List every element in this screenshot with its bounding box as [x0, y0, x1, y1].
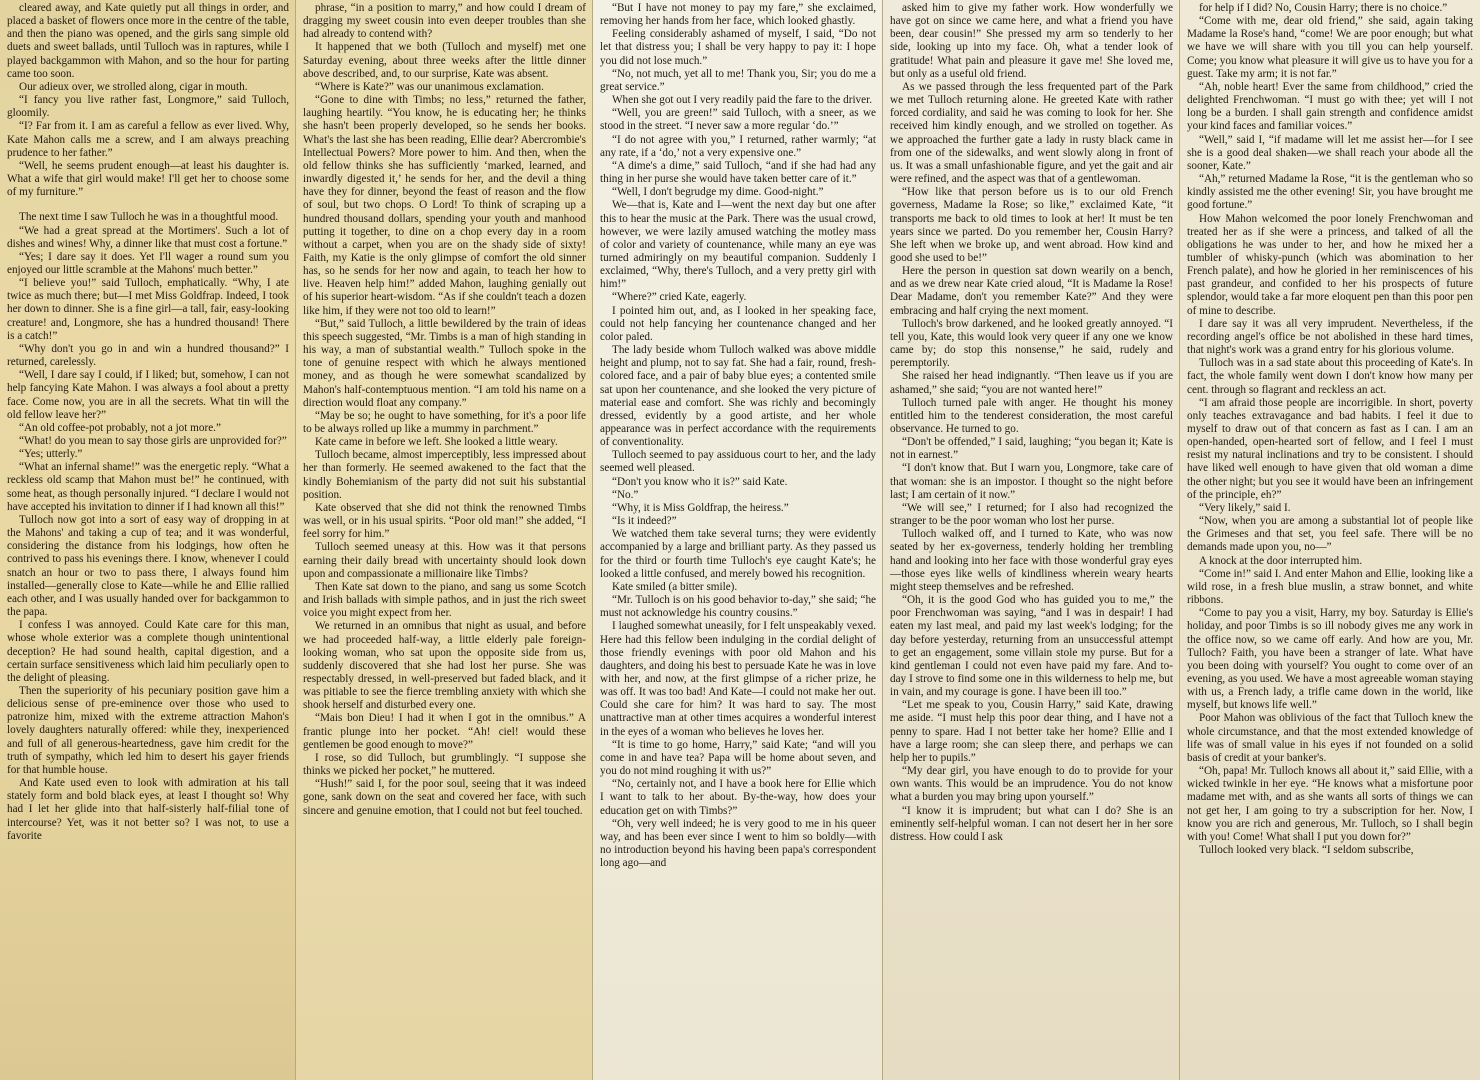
- paragraph: “Don't you know who it is?” said Kate.: [612, 475, 788, 488]
- paragraph: Tulloch seemed to pay assiduous court to her, and the lady seemed well pleased.: [600, 449, 876, 475]
- paragraph: “How like that person before us is to our old French governess, Madame la Rose; so like,” exclaimed Kate, “it transports me back to old times to look at her! It must be ten years since we parted. Do you remember her, Cousin Harry? She left when we broke up, and went abroad. How kind and good she used to be!”: [890, 186, 1173, 264]
- paragraph: “I? Far from it. I am as careful a fellow as ever lived. Why, Kate Mahon calls me a screw, and I am always preaching prudence to her father.”: [7, 120, 289, 159]
- paragraph: for help if I did? No, Cousin Harry; there is no choice.”: [1199, 2, 1448, 14]
- paragraph: cleared away, and Kate quietly put all things in order, and placed a basket of flowers once more in the centre of the table, and then the piano was opened, and the girls sang simple old duets and sweet ballads, until Tulloch was in raptures, while I played backgammon with Mahon, and so the hour for parting came too soon.: [7, 2, 289, 80]
- paragraph: Tulloch walked off, and I turned to Kate, who was now seated by her ex-governess, tenderly holding her trembling hand and looking into her face with those wonderful gray eyes—those eyes like wells of kindliness wherein weary hearts might steep themselves and be refreshed.: [890, 528, 1173, 593]
- paragraph: I pointed him out, and, as I looked in her speaking face, could not help fancying her countenance changed and her color paled.: [600, 304, 876, 343]
- paragraph: It happened that we both (Tulloch and myself) met one Saturday evening, about three weeks after the little dinner above described, and, to our surprise, Kate was absent.: [303, 41, 586, 80]
- column-rule: [592, 0, 593, 1080]
- paragraph: “Where is Kate?” was our unanimous exclamation.: [315, 80, 544, 93]
- paragraph: Feeling considerably ashamed of myself, I said, “Do not let that distress you; I shall be very happy to pay it: I hope you did not lose much.”: [600, 28, 876, 67]
- paragraph: Here the person in question sat down wearily on a bench, and as we drew near Kate cried aloud, “It is Madame la Rose! Dear Madame, don't you remember Kate?” And they were embracing and half crying the next moment.: [890, 265, 1173, 317]
- paragraph: “Oh, papa! Mr. Tulloch knows all about it,” said Ellie, with a wicked twinkle in her eye. “He knows what a misfortune poor madame met with, and as she wants all sorts of things we can not get her, I am going to try a subscription for her. Now, I know you are rich and generous, Mr. Tulloch, so I shall begin with you! Come! What shall I put you down for?”: [1187, 765, 1473, 843]
- paragraph: Kate observed that she did not think the renowned Timbs was well, or in his usual spirits. “Poor old man!” she added, “I feel sorry for him.”: [303, 501, 586, 541]
- paragraph: “Ah, noble heart! Ever the same from childhood,” cried the delighted Frenchwoman. “I must go with thee; yet will I not long be a burden. I shall gain strength and confidence amidst your kind faces and familiar voices.”: [1187, 80, 1473, 133]
- paragraph: “An old coffee-pot probably, not a jot more.”: [19, 421, 221, 434]
- paragraph: I dare say it was all very imprudent. Nevertheless, if the recording angel's office be not abolished in these hard times, that night's work was a grand entry for his glorious volume.: [1187, 317, 1473, 357]
- paragraph: “Mr. Tulloch is on his good behavior to-day,” she said; “he must not acknowledge his country cousins.”: [600, 594, 876, 620]
- paragraph: “Yes; utterly.”: [19, 448, 83, 461]
- paragraph: “Where?” cried Kate, eagerly.: [612, 291, 747, 304]
- paragraph: Tulloch seemed uneasy at this. How was it that persons earning their daily bread with uncertainty should look down upon and compassionate a millionaire like Timbs?: [303, 541, 586, 580]
- paragraph: “Don't be offended,” I said, laughing; “you began it; Kate is not in earnest.”: [890, 436, 1173, 462]
- paragraph: asked him to give my father work. How wonderfully we have got on since we came here, and what a friend you have been, dear cousin!” She pressed my arm so tenderly to her side, looking up into my face. Oh, what a tender look of gratitude! What pain and pleasure it gave me! She loved me, but only as a useful old friend.: [890, 2, 1173, 80]
- paragraph: Tulloch looked very black. “I seldom subscribe,: [1199, 844, 1414, 856]
- paragraph: “Yes; I dare say it does. Yet I'll wager a round sum you enjoyed our little scramble at the Mahons' much better.”: [7, 250, 289, 276]
- column-rule: [882, 0, 883, 1080]
- paragraph: “Why, it is Miss Goldfrap, the heiress.”: [612, 501, 789, 514]
- paragraph: “A dime's a dime,” said Tulloch, “and if she had had any thing in her purse she would have taken better care of it.”: [600, 159, 876, 186]
- paragraph: I laughed somewhat uneasily, for I felt unspeakably vexed. Here had this fellow been indulging in the cordial delight of those friendly evenings with poor old Mahon and his daughters, and doing his best to persuade Kate he was in love with her, and now, at the first glimpse of a richer prize, he was off. It was too bad! And Kate—I could not make her out. Could she care for him? It was hard to say. The most unattractive man at other times acquires a wonderful interest in the eyes of a woman who believes he loves her.: [600, 620, 876, 738]
- paragraph: “Well, I don't begrudge my dime. Good-night.”: [612, 186, 824, 199]
- paragraph: “No, not much, yet all to me! Thank you, Sir; you do me a great service.”: [600, 67, 876, 93]
- paragraph: Kate smiled (a bitter smile).: [612, 580, 738, 593]
- text-column-5: [1180, 0, 1480, 1080]
- paragraph: Tulloch became, almost imperceptibly, less impressed about her than formerly. He seemed awakened to the fact that the kindly Bohemianism of the party did not suit his substantial position.: [303, 449, 586, 501]
- paragraph: phrase, “in a position to marry,” and how could I dream of dragging my sweet cousin into even deeper troubles than she had already to contend with?: [303, 2, 586, 41]
- paragraph: “I don't know that. But I warn you, Longmore, take care of that woman: she is an impostor. I thought so the night before last; I am certain of it now.”: [890, 462, 1173, 501]
- paragraph: “Well, I dare say I could, if I liked; but, somehow, I can not help fancying Kate Mahon. I was always a fool about a pretty face. Come now, you are in all the secrets. What tin will the old fellow leave her?”: [7, 369, 289, 421]
- paragraph: “Oh, very well indeed; he is very good to me in his queer way, and has been ever since I went to him so boldly—with no introduction beyond his having been papa's correspondent long ago—and: [600, 817, 876, 870]
- paragraph: “My dear girl, you have enough to do to provide for your own wants. This would be an imprudence. You do not know what a burden you may bring upon yourself.”: [890, 765, 1173, 804]
- text-column-4: [883, 0, 1180, 1080]
- text-column-3: [593, 0, 883, 1080]
- paragraph: Then Kate sat down to the piano, and sang us some Scotch and Irish ballads with simple pathos, and in just the rich sweet voice you might expect from her.: [303, 580, 586, 620]
- paragraph: Our adieux over, we strolled along, cigar in mouth.: [19, 80, 248, 93]
- paragraph: “No, certainly not, and I have a book here for Ellie which I want to talk to her about. By-the-way, how does your education get on with Timbs?”: [600, 778, 876, 817]
- paragraph: “I fancy you live rather fast, Longmore,” said Tulloch, gloomily.: [7, 94, 289, 120]
- paragraph: Poor Mahon was oblivious of the fact that Tulloch knew the whole circumstance, and that the most extended knowledge of life was of small value in his eyes if not founded on a solid basis of credit at your banker's.: [1187, 712, 1473, 764]
- paragraph: “I am afraid those people are incorrigible. In short, poverty only teaches extravagance and bad habits. I feel it due to myself to draw out of that concern as fast as I can. I am an open-handed, open-hearted sort of fellow, and I feel I must resist my natural inclinations and try to be consistent. I should have liked well enough to have given that old woman a dime the other night; but you see it would have been an infringement of the principle, eh?”: [1187, 396, 1473, 501]
- paragraph: “Why don't you go in and win a hundred thousand?” I returned, carelessly.: [7, 342, 289, 369]
- paragraph: “Let me speak to you, Cousin Harry,” said Kate, drawing me aside. “I must help this poor dear thing, and I have not a penny to spare. Had I not better take her home? Ellie and I have a large room; she can sleep there, and perhaps we can help her to pupils.”: [890, 699, 1173, 764]
- paragraph: “It is time to go home, Harry,” said Kate; “and will you come in and have tea? Papa will be home about seven, and you do not mind roughing it with us?”: [600, 738, 876, 778]
- paragraph: We—that is, Kate and I—went the next day but one after this to hear the music at the Park. There was the usual crowd, however, we were lazily amused watching the motley mass of color and variety of countenance, while many an eye was turned admiringly on my beautiful companion. Suddenly I exclaimed, “Why, there's Tulloch, and a very pretty girl with him!”: [600, 199, 876, 291]
- paragraph: Tulloch now got into a sort of easy way of dropping in at the Mahons' and taking a cup of tea; and it was wonderful, considering the distance from his lodgings, how often he contrived to pass his evenings there. I know, whenever I could snatch an hour or two to pass there, I always found him installed—generally close to Kate—while he and Ellie rallied each other, and I was usually handed over for backgammon to the papa.: [7, 513, 289, 619]
- paragraph: A knock at the door interrupted him.: [1199, 554, 1363, 567]
- paragraph: “I do not agree with you,” I returned, rather warmly; “at any rate, if a ‘do,’ not a very expensive one.”: [600, 133, 876, 159]
- paragraph: She raised her head indignantly. “Then leave us if you are ashamed,” she said; “you are not wanted here!”: [890, 370, 1173, 396]
- text-column-2: [296, 0, 593, 1080]
- paragraph: Then the superiority of his pecuniary position gave him a delicious sense of pre-eminence over those who used to patronize him, mixed with the extreme attraction Mahon's lovely daughters naturally offered: while they, inexperienced and full of all generous-heartedness, gave him credit for the truth of sympathy, which led him to desert his gayer friends for that humble house.: [7, 684, 289, 776]
- paragraph: “I know it is imprudent; but what can I do? She is an eminently self-helpful woman. I can not desert her in her sore distress. How could I ask: [890, 804, 1173, 843]
- paragraph: “We will see,” I returned; for I also had recognized the stranger to be the poor woman who lost her purse.: [890, 501, 1173, 528]
- paragraph: “May be so; he ought to have something, for it's a poor life to be always rolled up like a mummy in parchment.”: [303, 409, 586, 435]
- paragraph: “Come with me, dear old friend,” she said, again taking Madame la Rose's hand, “come! We are poor enough; but what we have we will share with you till you can help yourself. Come; you know what pleasure it will give us to have you for a guest. Take my arm; it is not far.”: [1187, 15, 1473, 80]
- paragraph: “Ah,” returned Madame la Rose, “it is the gentleman who so kindly assisted me the other evening! Sir, you have brought me good fortune.”: [1187, 173, 1473, 212]
- column-rule: [1179, 0, 1180, 1080]
- paragraph: “Is it indeed?”: [612, 515, 677, 528]
- paragraph: “I believe you!” said Tulloch, emphatically. “Why, I ate twice as much there; but—I met Miss Goldfrap. Indeed, I took her down to dinner. She is a fine girl—a tall, fair, easy-looking creature! and, Longmore, she has a hundred thousand! There is a catch!”: [7, 277, 289, 342]
- paragraph: “Well, he seems prudent enough—at least his daughter is. What a wife that girl would make! I'll get her to choose some of my furniture.”: [7, 159, 289, 199]
- paragraph: The lady beside whom Tulloch walked was above middle height and plump, not to say fat. She had a fair, round, fresh-colored face, and a pair of baby blue eyes; a contented smile sat upon her countenance, and she looked the very picture of material ease and comfort. She was richly and becomingly dressed, evidently by a good artiste, and her whole appearance was in perfect accordance with the requirements of conventionality.: [600, 344, 876, 449]
- paragraph: “What! do you mean to say those girls are unprovided for?”: [19, 435, 287, 447]
- paragraph: “But I have not money to pay my fare,” she exclaimed, removing her hands from her face, which looked ghastly.: [600, 2, 876, 28]
- paragraph: I confess I was annoyed. Could Kate care for this man, whose whole exterior was a complete though unintentional deception? He had sound health, capital digestion, and a certain surface sensitiveness which laid him peculiarly open to the delight of pleasing.: [7, 619, 289, 684]
- paragraph: “Well,” said I, “if madame will let me assist her—for I see she is a good deal shaken—we shall reach your abode all the sooner, Kate.”: [1187, 133, 1473, 172]
- paragraph: I rose, so did Tulloch, but grumblingly. “I suppose she thinks we picked her pocket,” he muttered.: [303, 751, 586, 778]
- paragraph: As we passed through the less frequented part of the Park we met Tulloch returning alone. He greeted Kate with rather forced cordiality, and said he was coming to look for her. She received him kindly enough, and we strolled on together. As we approached the further gate a lady in rusty black came in from one of the sidewalks, and went slowly along in front of us. It was a small unfashionable figure, and yet the gait and air were refined, and the aspect was that of a gentlewoman.: [890, 80, 1173, 186]
- paragraph: “Now, when you are among a substantial lot of people like the Grimeses and that set, you feel safe. There will be no demands made upon you, no—”: [1187, 515, 1473, 554]
- paragraph: And Kate used even to look with admiration at his tall stately form and bold black eyes, at least I thought so! Why had I let her glide into that half-sisterly half-filial tone of intercourse? Yet, was it not better so? I was not, to use a favorite: [7, 777, 289, 842]
- paragraph: We returned in an omnibus that night as usual, and before we had proceeded half-way, a little elderly pale foreign-looking woman, who sat upon the opposite side from us, suddenly discovered that she had lost her purse. She was respectably dressed, in well-preserved but faded black, and it was pitiable to see the fierce trembling anxiety with which she shook herself and disturbed every one.: [303, 620, 586, 712]
- paragraph: “Gone to dine with Timbs; no less,” returned the father, laughing heartily. “You know, he is educating her; he thinks she hasn't been properly developed, so he sends her books. What's the last she has been reading, Ellie dear? Abercrombie's Intellectual Powers? More power to him. And then, when the old fellow thinks she has sufficiently ‘marked, learned, and inwardly digested it,’ he sends for her, and the devil a thing have they for dinner, beyond the feast of reason and the flow of soul, but two chops. O Lord! To think of scraping up a hundred thousand dollars, spending your youth and manhood putting it together, to dine on a chop every day in a room without a carpet, when you are on the shady side of sixty! Faith, my Katie is the only glimpse of comfort the old sinner has, so he sends for her now and again, to teach her how to live. Heaven help him!” added Mahon, laughing genially out of his superior heart-wisdom. “As if she couldn't teach a dozen like him, if they were not too old to learn!”: [303, 94, 586, 317]
- paragraph: “Mais bon Dieu! I had it when I got in the omnibus.” A frantic plunge into her pocket. “Ah! ciel! would these gentlemen be good enough to move?”: [303, 712, 586, 751]
- text-column-1: [0, 0, 296, 1080]
- paragraph: “We had a great spread at the Mortimers'. Such a lot of dishes and wines! Why, a dinner like that must cost a fortune.”: [7, 224, 289, 250]
- paragraph: Tulloch turned pale with anger. He thought his money entitled him to the tenderest consideration, the most careful observance. He turned to go.: [890, 396, 1173, 435]
- paragraph: “But,” said Tulloch, a little bewildered by the train of ideas this speech suggested, “Mr. Timbs is a man of high standing in his way, a man of substantial wealth.” Tulloch spoke in the tone of genuine respect with which he always mentioned money, and as though he were somewhat scandalized by Mahon's half-contemptuous mention. “I am told his name on a direction would float any company.”: [303, 317, 586, 409]
- paragraph: “Well, you are green!” said Tulloch, with a sneer, as we stood in the street. “I never saw a more regular ‘do.’”: [600, 107, 876, 133]
- paragraph: How Mahon welcomed the poor lonely Frenchwoman and treated her as if she were a princess, and talked of all the obligations he was under to her, and how he mixed her a tumbler of whisky-punch (which was abomination to her French palate), and how he gloried in her reminiscences of his past grandeur, and confided to her his prospects of future splendor, would take a far more eloquent pen than this poor pen of mine to describe.: [1187, 212, 1473, 317]
- paragraph: “Oh, it is the good God who has guided you to me,” the poor Frenchwoman was saying, “and I was in despair! I had eaten my last meal, and paid my last week's lodging; for the day before yesterday, returning from an unsuccessful attempt to get an engagement, some villain stole my purse. But for a kind gentleman I could not even have paid my fare. And to-day I strove to find some one in this wilderness to help me, but in vain, and my courage is gone. I have been ill too.”: [890, 594, 1173, 699]
- paragraph: “Come to pay you a visit, Harry, my boy. Saturday is Ellie's holiday, and poor Timbs is so ill nobody gives me any work in the office now, so we came off early. And how are you, Mr. Tulloch? Faith, you have been a stranger of late. What have you been doing with yourself? You ought to come over of an evening, as you used. We have a most agreeable woman staying with us, a French lady, a trifle came down in the world, like myself, but knows life well.”: [1187, 607, 1473, 712]
- paragraph: Tulloch's brow darkened, and he looked greatly annoyed. “I tell you, Kate, this would look very queer if any one we know came by; do stop this nonsense,” he said, rudely and peremptorily.: [890, 317, 1173, 370]
- column-rule: [295, 0, 296, 1080]
- paragraph: “Hush!” said I, for the poor soul, seeing that it was indeed gone, sank down on the seat and covered her face, with such sincere and genuine emotion, that I could not but feel touched.: [303, 778, 586, 817]
- paragraph: We watched them take several turns; they were evidently accompanied by a large and brilliant party. As they passed us for the third or fourth time Tulloch's eye caught Kate's; he looked a little confused, and merely bowed his recognition.: [600, 528, 876, 580]
- paragraph: “What an infernal shame!” was the energetic reply. “What a reckless old scamp that Mahon must be!” he continued, with some heat, as though personally injured. “I declare I would not have accepted his invitation to dinner if I had known all this!”: [7, 461, 289, 513]
- paragraph: “Very likely,” said I.: [1199, 501, 1291, 514]
- paragraph: When she got out I very readily paid the fare to the driver.: [612, 94, 873, 107]
- paragraph: “No.”: [612, 488, 639, 501]
- paragraph: Tulloch was in a sad state about this proceeding of Kate's. In fact, the whole family went down I don't know how many per cent. through so flagrant and reckless an act.: [1187, 357, 1473, 396]
- paragraph: The next time I saw Tulloch he was in a thoughtful mood.: [19, 211, 279, 224]
- paragraph: “Come in!” said I. And enter Mahon and Ellie, looking like a wild rose, in a fresh blue muslin, a straw bonnet, and white ribbons.: [1187, 567, 1473, 607]
- paragraph: Kate came in before we left. She looked a little weary.: [315, 436, 558, 449]
